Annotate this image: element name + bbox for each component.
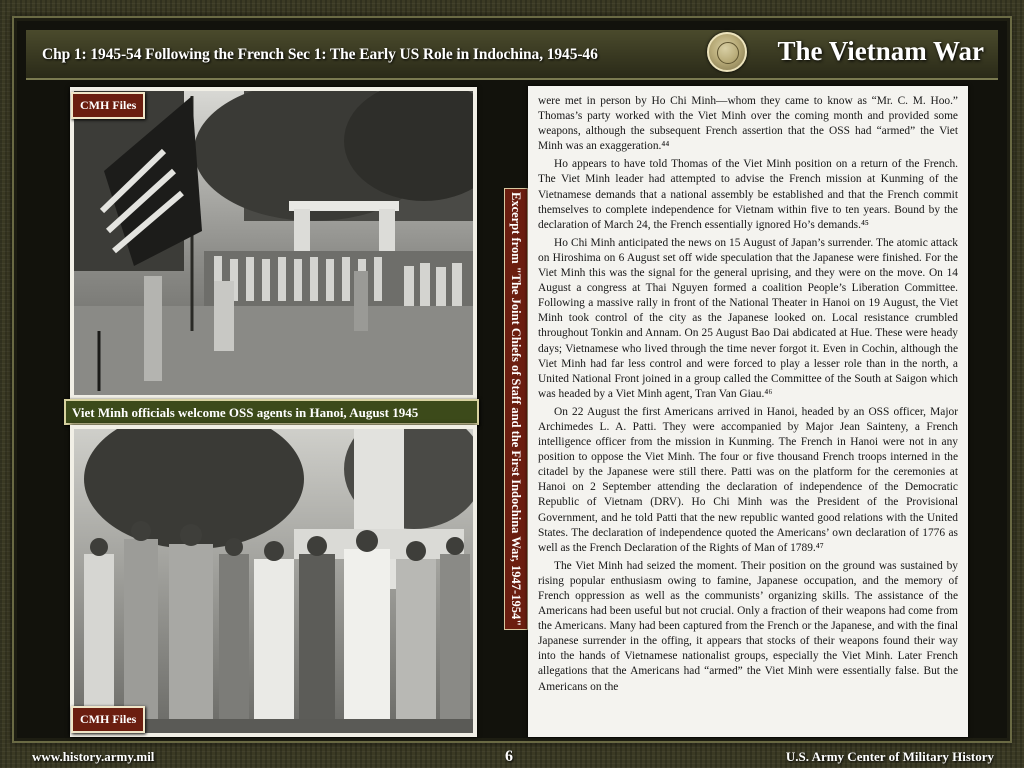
footer-organization: U.S. Army Center of Military History	[785, 749, 994, 764]
footer-website[interactable]: www.history.army.mil	[32, 749, 155, 764]
photo-caption: Viet Minh officials welcome OSS agents in Hanoi, August 1945	[64, 399, 479, 425]
footer-bar	[0, 745, 1024, 768]
section-title: Chp 1: 1945-54 Following the French Sec 1: The Early US Role in Indochina, 1945-46	[42, 46, 598, 63]
series-title: The Vietnam War	[777, 36, 984, 66]
document-paragraph: were met in person by Ho Chi Minh—whom they came to know as “Mr. C. M. Hoo.” Thomas’s party worked with the Viet Minh over the coming month and provided some weapons, although the subsequent French assertion that the OSS had “armed” the Viet Minh was an exaggeration.⁴⁴	[538, 95, 958, 153]
page-number: 6	[505, 748, 513, 765]
document-text	[538, 94, 958, 698]
photo-bottom-image	[74, 429, 473, 733]
army-seal-icon	[707, 32, 747, 72]
excerpt-label: Excerpt from "The Joint Chiefs of Staff and the First Indochina War, 1947-1954"	[509, 191, 523, 627]
photo-top-image	[74, 91, 473, 395]
photo-top-source: CMH Files	[71, 92, 145, 119]
document-paragraph: Ho appears to have told Thomas of the Viet Minh position on a return of the French. The Viet Minh leader had attempted to advise the French mission at Kunming of the Vietnamese demands that a national assembly be established and that the French commit themselves to complete independence for Vietnam within five to ten years. Bound by the declaration of March 24, the French essentially ignored Ho’s demands.⁴⁵	[538, 158, 958, 231]
document-page	[528, 86, 968, 737]
photo-bottom	[70, 425, 477, 737]
photo-bottom-source: CMH Files	[71, 706, 145, 733]
document-paragraph: The Viet Minh had seized the moment. Their position on the ground was sustained by rising popular enthusiasm owing to famine, Japanese occupation, and the memory of French oppression as well as the communists’ organizing skills. The assistance of the Americans had been useful but not crucial. Only a fraction of their weapons had come from the Americans. Many had been captured from the French or the Japanese, and with the final Japanese surrender in the offing, it appears that stocks of their weapons found their way into the hands of Vietnamese nationalist groups, especially the Viet Minh. Later French allegations that the Americans had “armed” the Viet Minh were essentially false. But the Americans on the	[538, 559, 958, 693]
header-bar	[26, 30, 998, 80]
document-paragraph: Ho Chi Minh anticipated the news on 15 August of Japan’s surrender. The atomic attack on Hiroshima on 6 August set off wide speculation that the Japanese were finished. For the Viet Minh this was the signal for the general uprising, and they were on the move. On 14 August a congress at Thai Nguyen formed a coalition People’s Liberation Committee. Following a massive rally in front of the National Theater in Hanoi on 19 August, the Viet Minh took control of the city as the Japanese looked on. Local resistance crumbled throughout Tonkin and Annam. On 25 August Bao Dai abdicated at Hue. These were heady days; Vietnamese who lived through the time never forgot it. Even in Cochin, although the Viet Minh had far less control and were forced to play a lesser role than in the north, a United National Front joined in a group called the Committee of the South at Saigon which was headed by a Viet Minh agent, Tran Van Giau.⁴⁶	[538, 236, 958, 400]
document-paragraph: On 22 August the first Americans arrived in Hanoi, headed by an OSS officer, Major Archimedes L. A. Patti. They were accompanied by Major Jean Sainteny, a French intelligence officer from the mission in Kunming. The French in Hanoi were not in any position to oppose the Viet Minh. The four or five thousand French troops interned in the citadel by the Japanese were still there. Patti was on the platform for the ceremonies at Hanoi on 2 September attending the declaration of independence of the Democratic Republic of Vietnam (DRV). Ho Chi Minh was the President of the Provisional Government, and he told Patti that the new republic wanted good relations with the United States. The declaration of independence quoted the Americans’ own declaration of 1776 as well as the French Declaration of the Rights of Man of 1789.⁴⁷	[538, 405, 958, 554]
photo-top	[70, 87, 477, 399]
